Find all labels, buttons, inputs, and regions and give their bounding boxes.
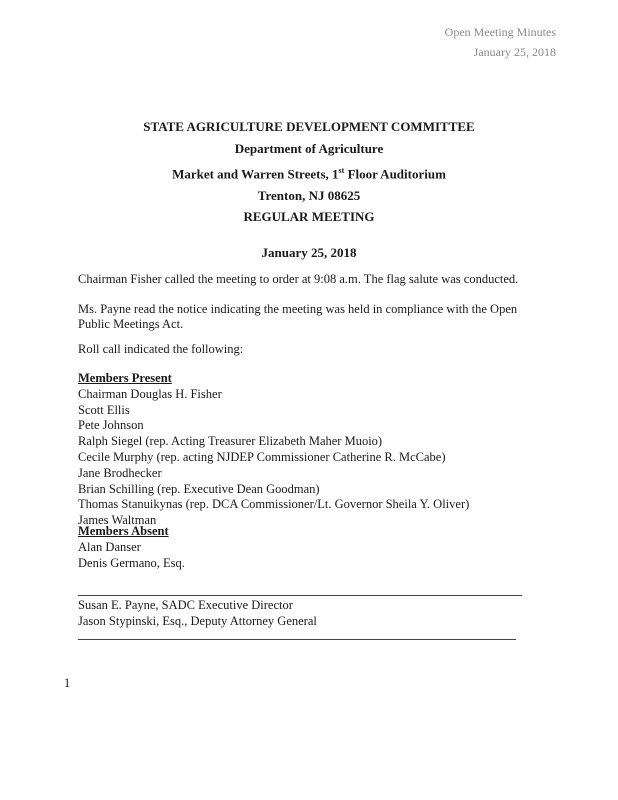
roll-call-paragraph: Roll call indicated the following: — [78, 342, 244, 356]
member-present: Ralph Siegel (rep. Acting Treasurer Elizabeth Maher Muoio) — [78, 434, 383, 449]
member-present: Chairman Douglas H. Fisher — [78, 386, 222, 401]
member-present: Cecile Murphy (rep. acting NJDEP Commissioner Catherine R. McCabe) — [78, 449, 446, 464]
staff-section — [78, 598, 317, 629]
page-number: 1 — [64, 676, 71, 690]
members-present-heading: Members Present — [78, 371, 172, 385]
notice-paragraph: Ms. Payne read the notice indicating the meeting was held in compliance with the Open Public Meetings Act. — [78, 302, 518, 331]
committee-title-block — [0, 116, 618, 207]
meeting-city: Trenton, NJ 08625 — [257, 188, 361, 204]
meeting-type: REGULAR MEETING — [243, 209, 375, 224]
member-present: Brian Schilling (rep. Executive Dean Goodman) — [78, 481, 320, 496]
staff-member: Jason Stypinski, Esq., Deputy Attorney General — [78, 613, 317, 628]
meeting-date: January 25, 2018 — [261, 245, 357, 260]
member-present: Thomas Stanuikynas (rep. DCA Commissioner/Lt. Governor Sheila Y. Oliver) — [78, 497, 470, 512]
header-title: Open Meeting Minutes — [444, 25, 556, 39]
member-present: Jane Brodhecker — [78, 465, 162, 480]
members-present-section — [78, 371, 469, 529]
member-present: Pete Johnson — [78, 418, 144, 433]
committee-name: STATE AGRICULTURE DEVELOPMENT COMMITTEE — [143, 119, 475, 134]
call-to-order-paragraph: Chairman Fisher called the meeting to order at 9:08 a.m. The flag salute was conducted. — [78, 272, 519, 286]
staff-member: Susan E. Payne, SADC Executive Director — [78, 598, 293, 612]
member-absent: Alan Danser — [78, 539, 141, 554]
member-present: James Waltman — [78, 513, 157, 528]
members-absent-heading: Members Absent — [78, 524, 169, 538]
members-absent-section — [78, 524, 185, 571]
running-header — [445, 22, 556, 62]
department-name: Department of Agriculture — [234, 141, 384, 156]
divider-bottom — [78, 639, 516, 640]
meeting-location: Market and Warren Streets, 1st Floor Auditorium — [172, 166, 446, 182]
member-absent: Denis Germano, Esq. — [78, 555, 185, 570]
member-present: Scott Ellis — [78, 402, 130, 417]
header-date: January 25, 2018 — [473, 45, 556, 59]
divider-top — [78, 595, 522, 596]
